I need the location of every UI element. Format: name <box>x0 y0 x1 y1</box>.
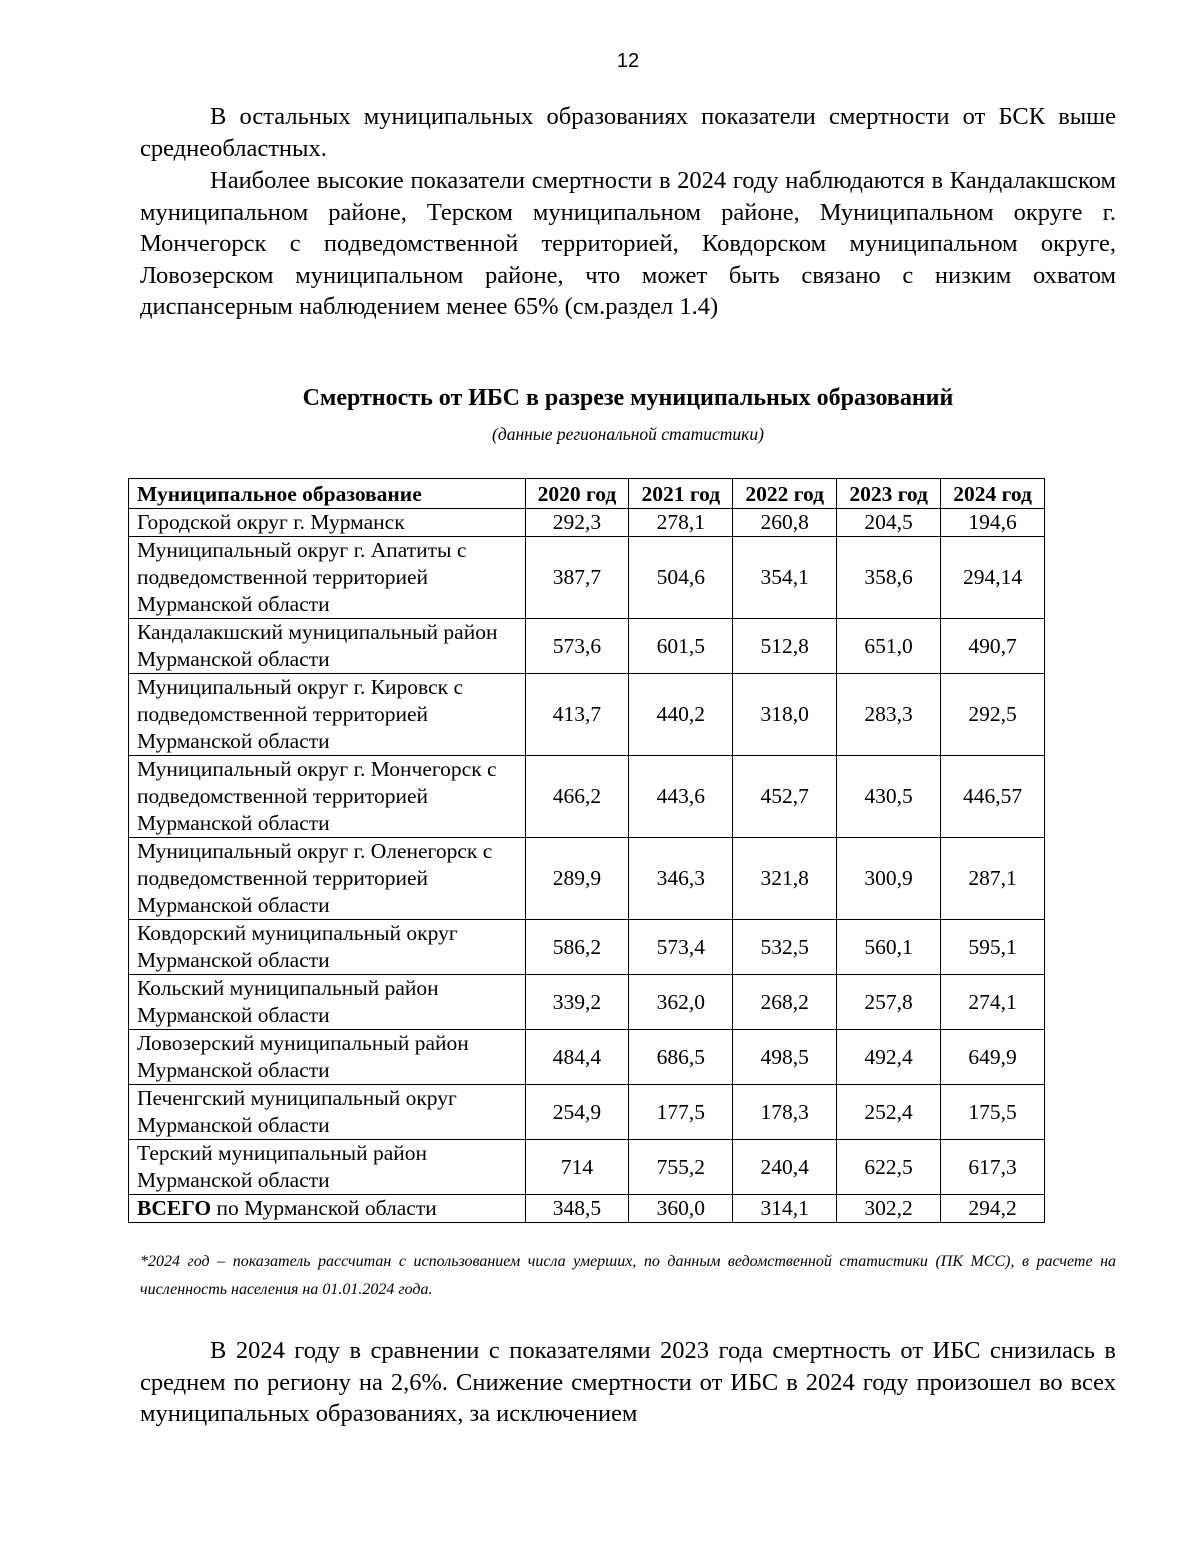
value-2022: 354,1 <box>733 537 837 619</box>
value-2020: 573,6 <box>525 619 629 674</box>
value-2024: 617,3 <box>941 1140 1045 1195</box>
value-2021: 362,0 <box>629 975 733 1030</box>
value-2020: 292,3 <box>525 509 629 537</box>
paragraph-3: В 2024 году в сравнении с показателями 2023 года смертность от ИБС снизилась в среднем по региону на 2,6%. Снижение смертности от ИБС в 2024 году произошел во всех муниципальных образованиях, за исключением <box>140 1337 1116 1427</box>
header-year-2020: 2020 год <box>525 479 629 509</box>
value-2020: 254,9 <box>525 1085 629 1140</box>
table-row <box>129 674 1045 756</box>
table-row <box>129 537 1045 619</box>
value-2020: 586,2 <box>525 920 629 975</box>
table-header-row <box>129 479 1045 509</box>
municipality-name: Муниципальный округ г. Апатиты с подведомственной территорией Мурманской области <box>129 537 526 619</box>
value-2020: 466,2 <box>525 756 629 838</box>
table-row <box>129 1140 1045 1195</box>
header-municipality: Муниципальное образование <box>129 479 526 509</box>
total-value-2020: 348,5 <box>525 1195 629 1223</box>
mortality-table <box>128 478 1045 1223</box>
value-2021: 573,4 <box>629 920 733 975</box>
table-row <box>129 975 1045 1030</box>
municipality-name: Кольский муниципальный район Мурманской области <box>129 975 526 1030</box>
total-value-2023: 302,2 <box>837 1195 941 1223</box>
value-2024: 490,7 <box>941 619 1045 674</box>
value-2024: 274,1 <box>941 975 1045 1030</box>
value-2021: 755,2 <box>629 1140 733 1195</box>
header-year-2022: 2022 год <box>733 479 837 509</box>
value-2020: 413,7 <box>525 674 629 756</box>
municipality-name: Ковдорский муниципальный округ Мурманской области <box>129 920 526 975</box>
value-2023: 622,5 <box>837 1140 941 1195</box>
value-2023: 300,9 <box>837 838 941 920</box>
table-total-row <box>129 1195 1045 1223</box>
municipality-name: Ловозерский муниципальный район Мурманской области <box>129 1030 526 1085</box>
value-2021: 686,5 <box>629 1030 733 1085</box>
municipality-name: Муниципальный округ г. Кировск с подведомственной территорией Мурманской области <box>129 674 526 756</box>
value-2023: 560,1 <box>837 920 941 975</box>
municipality-name: Муниципальный округ г. Мончегорск с подведомственной территорией Мурманской области <box>129 756 526 838</box>
total-label-rest: по Мурманской области <box>211 1196 437 1220</box>
header-year-2024: 2024 год <box>941 479 1045 509</box>
table-row <box>129 509 1045 537</box>
table-row <box>129 838 1045 920</box>
total-value-2022: 314,1 <box>733 1195 837 1223</box>
value-2023: 257,8 <box>837 975 941 1030</box>
table-row <box>129 756 1045 838</box>
paragraph-1: В остальных муниципальных образованиях показатели смертности от БСК выше среднеобластных. <box>140 103 1116 162</box>
value-2020: 289,9 <box>525 838 629 920</box>
value-2022: 498,5 <box>733 1030 837 1085</box>
value-2023: 651,0 <box>837 619 941 674</box>
value-2023: 204,5 <box>837 509 941 537</box>
value-2022: 178,3 <box>733 1085 837 1140</box>
table-body <box>129 509 1045 1223</box>
header-year-2021: 2021 год <box>629 479 733 509</box>
total-label-bold: ВСЕГО <box>137 1196 212 1220</box>
page-number: 12 <box>616 50 640 72</box>
value-2024: 194,6 <box>941 509 1045 537</box>
value-2023: 283,3 <box>837 674 941 756</box>
paragraph-2: Наиболее высокие показатели смертности в 2024 году наблюдаются в Кандалакшском муниципальном районе, Терском муниципальном районе, Муниципальном округе г. Мончегорск с подведомственной территорией, Ковдорском муниципальном округе, Ловозерском муниципальном районе, что может быть связано с низким охватом диспансерным наблюдением менее 65% (см.раздел 1.4) <box>140 167 1116 320</box>
value-2024: 446,57 <box>941 756 1045 838</box>
value-2022: 268,2 <box>733 975 837 1030</box>
table-title: Смертность от ИБС в разрезе муниципальных образований <box>302 385 954 411</box>
value-2024: 595,1 <box>941 920 1045 975</box>
value-2020: 714 <box>525 1140 629 1195</box>
value-2024: 292,5 <box>941 674 1045 756</box>
value-2020: 387,7 <box>525 537 629 619</box>
value-2021: 443,6 <box>629 756 733 838</box>
value-2024: 294,14 <box>941 537 1045 619</box>
value-2020: 484,4 <box>525 1030 629 1085</box>
value-2021: 601,5 <box>629 619 733 674</box>
value-2024: 649,9 <box>941 1030 1045 1085</box>
municipality-name: Кандалакшский муниципальный район Мурманской области <box>129 619 526 674</box>
value-2022: 260,8 <box>733 509 837 537</box>
value-2020: 339,2 <box>525 975 629 1030</box>
table-row <box>129 619 1045 674</box>
value-2022: 321,8 <box>733 838 837 920</box>
value-2022: 452,7 <box>733 756 837 838</box>
table-row <box>129 1030 1045 1085</box>
value-2022: 318,0 <box>733 674 837 756</box>
municipality-name: Городской округ г. Мурманск <box>129 509 526 537</box>
total-label <box>129 1195 526 1223</box>
value-2023: 430,5 <box>837 756 941 838</box>
municipality-name: Терский муниципальный район Мурманской области <box>129 1140 526 1195</box>
value-2021: 504,6 <box>629 537 733 619</box>
table-subtitle: (данные региональной статистики) <box>492 424 764 444</box>
value-2024: 287,1 <box>941 838 1045 920</box>
value-2021: 346,3 <box>629 838 733 920</box>
total-value-2024: 294,2 <box>941 1195 1045 1223</box>
table-footnote: *2024 год – показатель рассчитан с использованием числа умерших, по данным ведомственной статистики (ПК МСС), в расчете на численность населения на 01.01.2024 года. <box>140 1253 1116 1298</box>
value-2022: 240,4 <box>733 1140 837 1195</box>
value-2022: 532,5 <box>733 920 837 975</box>
value-2022: 512,8 <box>733 619 837 674</box>
municipality-name: Печенгский муниципальный округ Мурманской области <box>129 1085 526 1140</box>
total-value-2021: 360,0 <box>629 1195 733 1223</box>
value-2021: 278,1 <box>629 509 733 537</box>
value-2023: 358,6 <box>837 537 941 619</box>
value-2021: 177,5 <box>629 1085 733 1140</box>
value-2023: 252,4 <box>837 1085 941 1140</box>
value-2023: 492,4 <box>837 1030 941 1085</box>
header-year-2023: 2023 год <box>837 479 941 509</box>
value-2021: 440,2 <box>629 674 733 756</box>
municipality-name: Муниципальный округ г. Оленегорск с подведомственной территорией Мурманской области <box>129 838 526 920</box>
table-row <box>129 920 1045 975</box>
table-row <box>129 1085 1045 1140</box>
value-2024: 175,5 <box>941 1085 1045 1140</box>
